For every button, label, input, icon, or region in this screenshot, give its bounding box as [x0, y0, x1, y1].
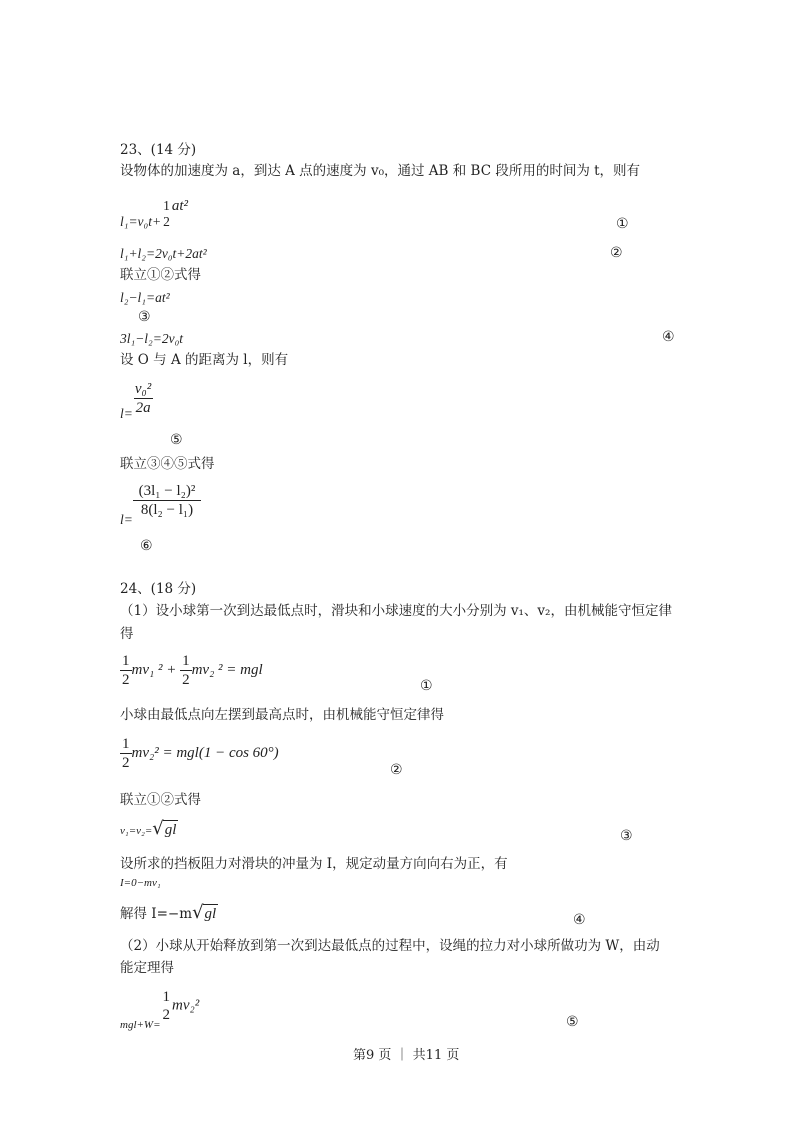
q24-eq1-mark: ①: [420, 678, 433, 694]
q24-eq-impulse: I=0−mv₁: [120, 877, 161, 889]
q23-combine2: 联立③④⑤式得: [120, 456, 215, 472]
q24-eq4: 解得 I=−m√gl: [120, 902, 217, 923]
q24-eq2-mark: ②: [390, 762, 403, 778]
q23-heading: 23、(14 分): [120, 142, 197, 158]
q24-p4b: 能定理得: [120, 960, 174, 976]
q24-p3: 设所求的挡板阻力对滑块的冲量为 I，规定动量方向向右为正，有: [120, 856, 508, 872]
page-footer: 第9 页 ｜ 共11 页: [353, 1048, 460, 1063]
q23-eq1: l₁=v₀t+ 1 2 at²: [120, 197, 189, 230]
q24-eq3: v₁=v₂=√gl: [120, 818, 177, 839]
q24-heading: 24、(18 分): [120, 581, 197, 597]
q23-eq6: l= $\frac{\text{(3l₁ − l₂)²}}{\text{8(l₂ − l₁)}}$: [120, 482, 201, 519]
q24-eq1: $\frac{1}{2}$ mv₁ ² + $\frac{1}{2}$ mv₂ ² = mgl: [122, 653, 263, 688]
q23-intro: 设物体的加速度为 a，到达 A 点的速度为 v₀，通过 AB 和 BC 段所用的时间为 t，则有: [120, 163, 641, 179]
q23-set-l: 设 O 与 A 的距离为 l，则有: [120, 352, 289, 368]
q23-eq4-mark: ④: [662, 329, 675, 345]
q23-combine1: 联立①②式得: [120, 267, 201, 283]
q23-eq1-mark: ①: [616, 216, 629, 232]
q23-eq2: l₁+l₂=2v₀t+2at²: [120, 246, 207, 261]
q23-eq3: l₂−l₁=at²: [120, 290, 170, 305]
q23-eq5-mark: ⑤: [170, 432, 183, 448]
q24-eq2: $\frac{1}{2}$ mv₂² = mgl(1 − cos 60°): [122, 736, 279, 771]
q24-p1b: 得: [120, 626, 134, 642]
q24-eq5-mark: ⑤: [566, 1014, 579, 1030]
q23-eq2-mark: ②: [610, 245, 623, 261]
q24-eq4-mark: ④: [573, 912, 586, 928]
q23-eq5: l= $\frac{\text{v₀²}}{2a}$: [120, 381, 152, 421]
q24-combine: 联立①②式得: [120, 792, 201, 808]
q23-eq4: 3l₁−l₂=2v₀t: [120, 331, 184, 346]
q24-eq3-mark: ③: [620, 828, 633, 844]
q23-eq3-mark: ③: [138, 309, 151, 325]
q24-p4: （2）小球从开始释放到第一次到达最低点的过程中，设绳的拉力对小球所做功为 W，由动: [120, 938, 660, 954]
q24-p2: 小球由最低点向左摆到最高点时，由机械能守恒定律得: [120, 707, 444, 723]
q23-eq6-mark: ⑥: [140, 538, 153, 554]
q24-p1: （1）设小球第一次到达最低点时，滑块和小球速度的大小分别为 v₁、v₂，由机械能守恒定律: [120, 603, 672, 619]
q24-eq5: $_{mgl+W=}$ 1 2 mv₂²: [120, 989, 200, 1031]
